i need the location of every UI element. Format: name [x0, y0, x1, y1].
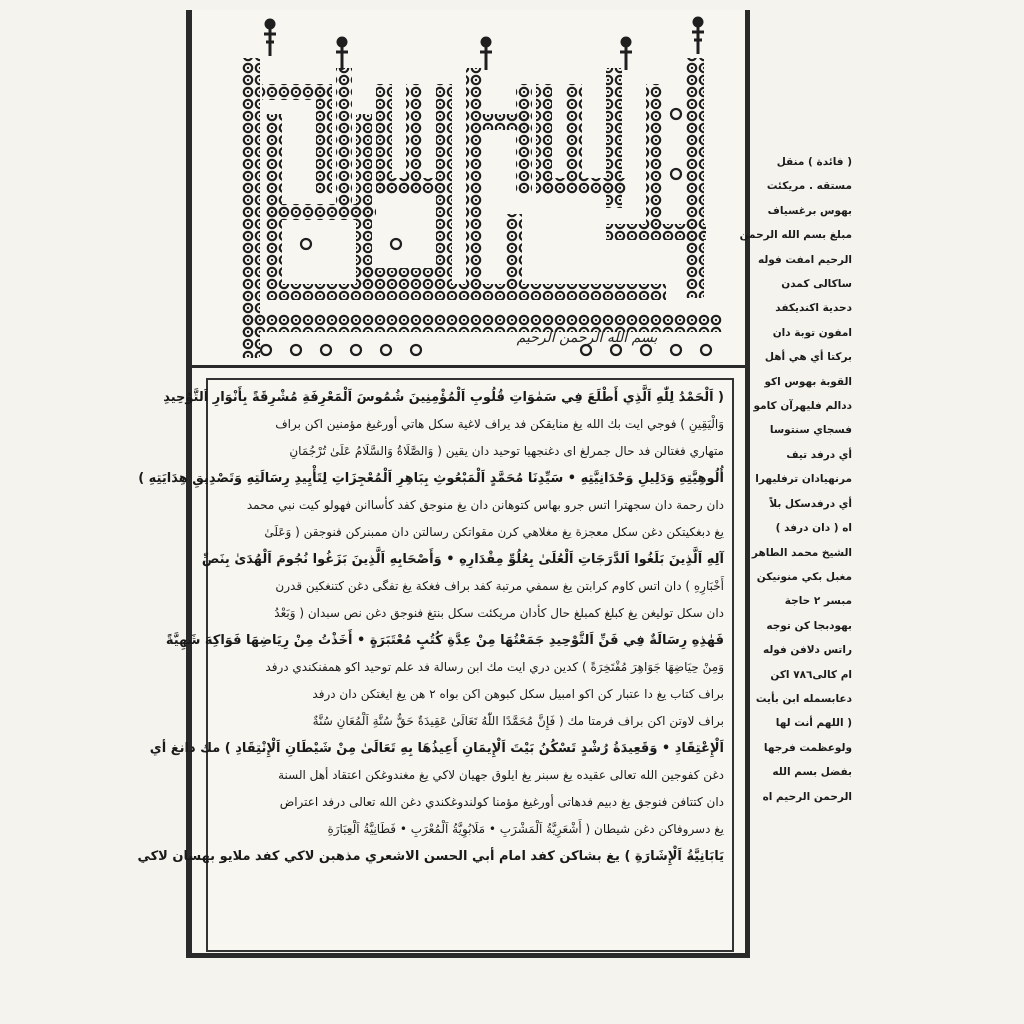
text-line: أَخْبَارِهِ ) دان اتس كاوم كرابتن يغ سمفي مرتبة كفد براف فغكة يغ تفگى دغن كتنغكين قدرن	[275, 579, 724, 593]
margin-line: ولوعظمت فرجها	[763, 741, 852, 754]
text-line: فَهٰذِهِ رِسَالَةٌ فِي فَنِّ اَلتَّوْحِيدِ جَمَعْتُهَا مِنْ عِدَّةِ كُتُبٍ مُعْتَبَرَةٍ • أَخَذْتُ مِنْ رِيَاضِهَا فَوَاكِهَ شَهِيَّةً	[165, 633, 724, 648]
basmala-caption: بسم الله الرحمن الرحيم	[516, 330, 658, 346]
margin-line: ددالم فليهرآن كامو	[753, 400, 852, 413]
kufic-strokes	[242, 58, 722, 358]
margin-line: راتس دلافن فوله	[762, 644, 852, 657]
text-line: دان كتتافن فنوجق يغ دبيم فدهاتى أورغيغ مؤمنا كولندوغكندي دغن الله تعالى درفد اعتراض	[279, 795, 724, 809]
text-line: آلِهِ اَلَّذِينَ بَلَغُوا اَلدَّرَجَاتِ اَلْعُلَىٰ بِعُلُوِّ مِقْدَارِهِ • وَأَصْحَابِهِ اَلَّذِينَ بَزَغُوا نُجُومَ اَلْهُدَىٰ بِنَصِّ	[201, 552, 724, 567]
margin-line: الرحيم امفت فوله	[757, 253, 852, 266]
margin-line: القوبة بهوس اكو	[764, 375, 852, 388]
margin-line: أي درفدسكل بلاً	[769, 497, 852, 510]
text-line: يغ دبغكيتكن دغن سكل معجزة يغ مغلاهي كرن مقواتكن رسالتن دان ممبنركن فنوجقن ( وَعَلَىٰ	[264, 525, 724, 539]
margin-line: ( اللهم أنت لها	[775, 717, 852, 730]
margin-line: امفون توبة دان	[772, 326, 852, 339]
text-line: براف كتاب يغ دا عتبار كن اكو امبيل سكل كبوهن اكن بواه ٢ هن يغ ايغتكن دان درفد	[312, 687, 724, 701]
header-divider	[192, 365, 745, 368]
kufic-ornament	[206, 14, 736, 366]
margin-line: دعابسمله ابن بأيت	[755, 692, 852, 705]
text-line: دغن كفوجين الله تعالى عقيده يغ سبنر يغ ايلوق جهيان لاكي يغ مغندوغكن اعتقاد أهل السنة	[278, 768, 724, 782]
text-line: دان سكل توليغن يغ كبلغ كمبلغ حال كأدان مريكئت سكل بنتغ فنوجق دغن نص سبدان ( وَبَعْدُ	[274, 606, 724, 620]
text-line: أُلُوهِيَّتِهِ وَدَلِيلِ وَحْدَانِيَّتِهِ • سَيِّدِنَا مُحَمَّدٍ اَلْمَبْعُوثِ بِبَاهِرِ اَلْمُعْجِزَاتِ لِتَأْيِيدِ رِسَالَتِهِ وَتَصْدِيقِ هِدَايَتِهِ )	[138, 471, 724, 486]
margin-line: اه ( دان درفد )	[775, 522, 852, 535]
margin-line: مبلغ بسم الله الرحمن	[739, 229, 852, 242]
text-line: ( اَلْحَمْدُ لِلّٰهِ اَلَّذِي أَطْلَعَ فِي سَمٰوَاتِ قُلُوبِ اَلْمُؤْمِنِينَ شُمُوسَ اَلْمَعْرِفَةِ مُشْرِقَةً بِأَنْوَارِ اَلتَّوْحِيدِ	[163, 390, 724, 405]
margin-line: بهودبجا كن توجه	[766, 619, 852, 632]
margin-line: بهوس برغسياف	[767, 204, 852, 217]
margin-line: بفضل بسم الله	[772, 766, 852, 779]
text-line: متهاري فغتالن فد حال جمرلغ اى دغنجهيا توحيد دان يقين ( وَالصَّلَاةُ وَالسَّلَامُ عَلَىٰ تُرْجُمَانِ	[289, 444, 724, 458]
margin-line: الرحمن الرحيم اه	[762, 790, 852, 803]
page-frame	[137, 10, 750, 958]
text-line: وَالْيَقِينِ ) فوجي ايت بك الله يغ منايقكن فد يراف لاغية سكل هاتي أورغيغ مؤمنين اكن براف	[275, 417, 724, 431]
margin-line: ساكالى كمدن	[781, 278, 852, 291]
margin-line: ام كالى٧٨٦ اكن	[770, 668, 852, 681]
text-line: دان رحمة دان سجهترا اتس جرو بهاس كتوهانن دان يغ منوجق كفد كأساانن فهولو كيت نبي محمد	[246, 498, 724, 512]
margin-line: ( فائدة ) منقل	[776, 156, 852, 168]
main-text-box	[137, 378, 734, 952]
text-line: يَابَانِيَّةُ اَلْإِشَارَةِ ) يغ بشاكن كفد امام أبي الحسن الاشعري مذهبن لاكي كفد ملايو بهسان لاكي	[137, 849, 724, 864]
margin-line: مستقه . مريكئت	[766, 180, 852, 193]
margin-line: مرنهيادان ترفليهرا	[755, 473, 852, 486]
margin-line: مبسر ٢ حاجة	[784, 595, 852, 608]
margin-line: بركتا أي هي أهل	[764, 351, 852, 364]
finials	[264, 18, 704, 70]
text-line: يغ دسروفاكن دغن شيطان ( أَشْعَرِيَّةُ اَلْمَشْرَبِ • مَلَابُوِيَّةُ اَلْمُعْرَبِ • فَطَانِيَّةُ اَلْعِبَارَةِ	[327, 822, 724, 836]
margin-line: دحدية اكنديكفد	[775, 302, 852, 315]
margin-note	[739, 150, 852, 809]
text-line: براف لاوتن اكن براف فرمتا مك ( فَإِنَّ مُحَمَّدًا اللّٰهُ تَعَالَىٰ عَقِيدَةٌ حَقٌّ سُنَّةِ اَلْمُعَانِ سُنَّةٌ	[312, 714, 724, 728]
margin-line: أي درفد تيف	[786, 448, 852, 461]
text-line: اَلْإِعْتِقَادِ • وَقَعِيدَةُ رُشْدٍ تَسْكُنُ بَيْتَ اَلْإِيمَانِ أَعِيذُهَا بِهِ تَعَالَىٰ مِنْ شَيْطَانِ اَلْإِنْتِقَادِ ) مك دانغ أي	[149, 741, 724, 756]
margin-line: الشيخ محمد الطاهر	[751, 546, 852, 559]
text-line: وَمِنْ حِيَاضِهَا جَوَاهِرَ مُفْتَخِرَةً ) كدين دري ايت مك ابن رسالة فد علم توحيد اكو همفنكندي درفد	[265, 660, 724, 674]
margin-line: فسجاي سنتوسا	[769, 424, 852, 437]
margin-line: مغبل بكي منونيكن	[756, 570, 852, 583]
